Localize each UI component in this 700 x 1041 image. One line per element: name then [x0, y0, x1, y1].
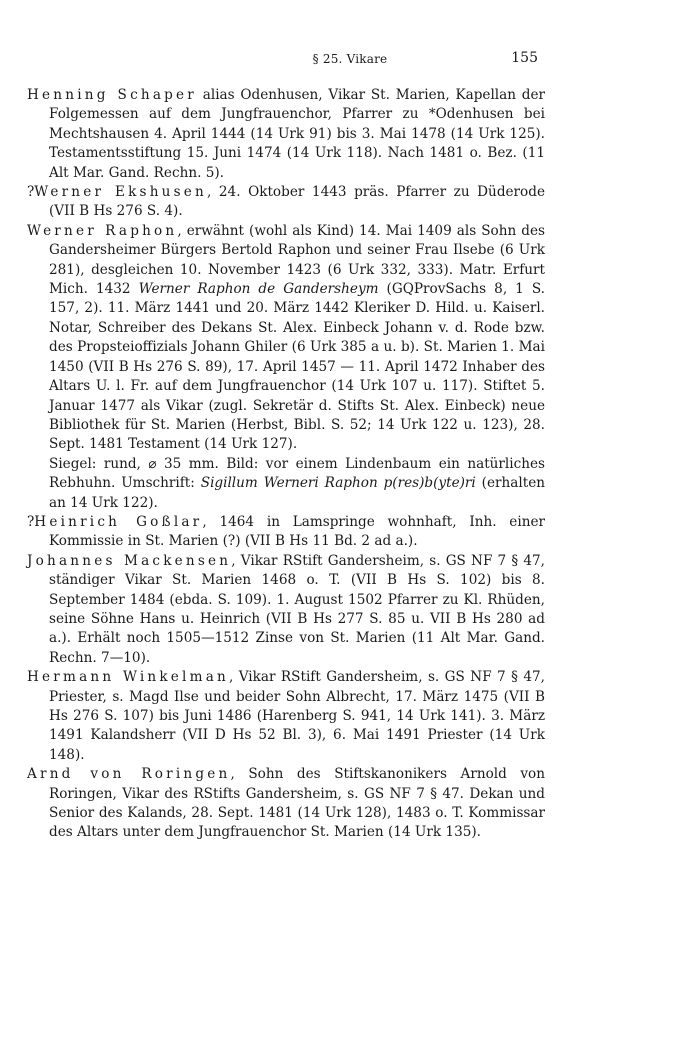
entry-text: , 1464 in Lamspringe wohnhaft, Inh. einer Kommissie in St. Marien (?) (VII B Hs 11 Bd. 2 ad a.). [49, 513, 545, 550]
entry-name: Heinrich Goßlar [34, 513, 203, 530]
entry-text-continued: (GQProvSachs 8, 1 S. 157, 2). 11. März 1441 und 20. März 1442 Kleriker D. Hild. u. Kaiserl. Notar, Schreiber des Dekans St. Alex. Einbeck Johann v. d. Rode bzw. des Propsteioffizials Johann Ghiler (6 Urk 385 a u. b). St. Marien 1. Mai 1450 (VII B Hs 276 S. 89), 17. April 1457 — 11. April 1472 Inhaber des Altars U. l. Fr. auf dem Jungfrauenchor (14 Urk 107 u. 117). Stiftet 5. Januar 1477 als Vikar (zugl. Sekretär d. Stifts St. Alex. Einbeck) neue Bibliothek für St. Marien (Herbst, Bibl. S. 52; 14 Urk 122 u. 123), 28. Sept. 1481 Testament (14 Urk 127). [49, 281, 545, 453]
seal-text: Siegel: rund, ⌀ 35 mm. Bild: vor einem Lindenbaum ein natürliches Rebhuhn. Umschrift: [49, 455, 545, 492]
entry-werner-raphon [27, 222, 545, 455]
entry-name: Hermann Winkelman [27, 669, 229, 686]
entry-name: Johannes Mackensen [27, 552, 232, 569]
entry-name: Werner Raphon [27, 222, 178, 239]
entry-johannes-mackensen [27, 552, 545, 668]
entry-text: alias Odenhusen, Vikar St. Marien, Kapellan der Folgemessen auf dem Jungfrauenchor, Pfarrer zu *Odenhusen bei Mechtshausen 4. April 1444 (14 Urk 91) bis 3. Mai 1478 (14 Urk 125). Testamentsstiftung 15. Juni 1474 (14 Urk 118). Nach 1481 o. Bez. (11 Alt Mar. Gand. Rechn. 5). [49, 87, 545, 181]
entry-uncertain-marker: ? [27, 184, 35, 201]
entry-text: , erwähnt (wohl als Kind) 14. Mai 1409 als Sohn des Gandersheimer Bürgers Bertold Raphon und seiner Frau Ilsebe (6 Urk 281), desgleichen 10. November 1423 (6 Urk 332, 333). Matr. Erfurt Mich. 1432 [49, 222, 545, 298]
entry-name: Arnd von Roringen [27, 766, 231, 783]
entry-text: , Vikar RStift Gandersheim, s. GS NF 7 § 47, Priester, s. Magd Ilse und beider Sohn Albrecht, 17. März 1475 (VII B Hs 276 S. 107) bis Juni 1486 (Harenberg S. 941, 14 Urk 141). 3. März 1491 Kalandsherr (VII D Hs 52 Bl. 3), 6. Mai 1491 Priester (14 Urk 148). [49, 669, 545, 763]
running-head [0, 52, 700, 70]
entry-werner-ekshusen [27, 183, 545, 222]
entry-heinrich-gosslar [27, 513, 545, 552]
entry-text: , Vikar RStift Gandersheim, s. GS NF 7 § 47, ständiger Vikar St. Marien 1468 o. T. (VII B Hs S. 102) bis 8. September 1484 (ebda. S. 109). 1. August 1502 Pfarrer zu Kl. Rhüden, seine Söhne Hans u. Heinrich (VII B Hs 277 S. 85 u. VII B Hs 280 ad a.). Erhält noch 1505—1512 Zinse von St. Marien (11 Alt Mar. Gand. Rechn. 7—10). [49, 552, 545, 666]
section-title: § 25. Vikare [312, 52, 388, 66]
seal-text-continued: (erhalten an 14 Urk 122). [49, 475, 545, 511]
entry-uncertain-marker: ? [27, 513, 35, 530]
entry-italic-text: Werner Raphon de Gandersheym [138, 281, 379, 298]
entry-hermann-winkelman [27, 668, 545, 765]
entry-text: , Sohn des Stiftskanonikers Arnold von Roringen, Vikar des RStifts Gandersheim, s. GS NF 7 § 47. Dekan und Senior des Kalands, 28. Sept. 1481 (14 Urk 128), 1483 o. T. Kommissar des Altars unter dem Jungfrauenchor St. Marien (14 Urk 135). [49, 766, 545, 841]
seal-inscription: Sigillum Werneri Raphon p(res)b(yte)ri [200, 475, 476, 492]
entry-name: Henning Schaper [27, 87, 197, 103]
entry-list [27, 86, 545, 843]
entry-name: Werner Ekshusen [34, 184, 207, 201]
seal-description [27, 455, 545, 513]
entry-arnd-von-roringen [27, 765, 545, 843]
entry-henning-schaper [27, 86, 545, 183]
page-number: 155 [511, 50, 538, 66]
entry-text: , 24. Oktober 1443 präs. Pfarrer zu Düderode (VII B Hs 276 S. 4). [49, 184, 545, 220]
